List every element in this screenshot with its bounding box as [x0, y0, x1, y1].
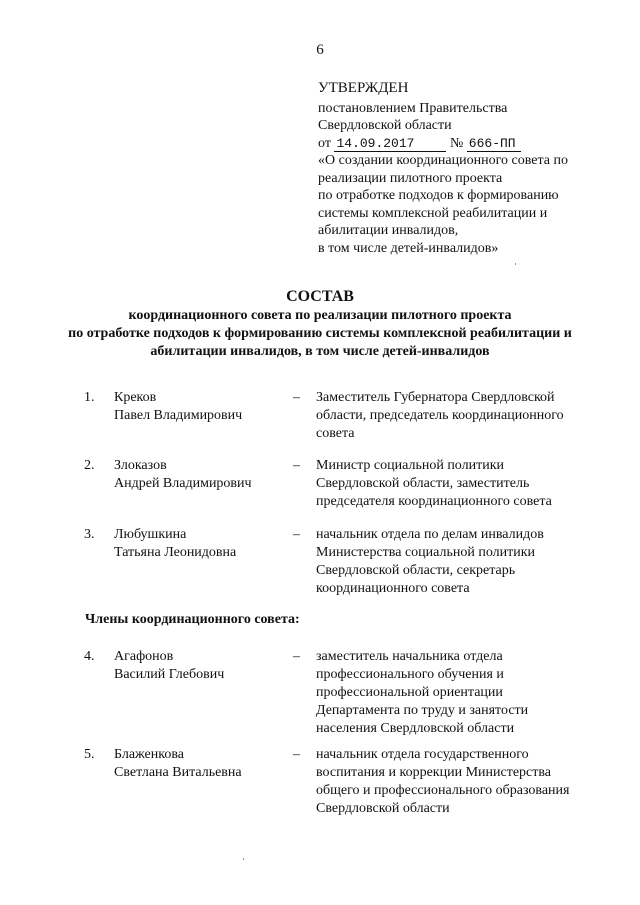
member-surname: Агафонов	[114, 649, 174, 664]
member-name	[114, 648, 284, 684]
member-surname: Креков	[114, 390, 157, 405]
member-dash: –	[293, 747, 300, 762]
member-number: 3.	[84, 527, 95, 542]
position-line: населения Свердловской области	[316, 721, 515, 736]
member-name	[114, 389, 284, 425]
scan-speck	[243, 858, 244, 860]
member-surname: Злоказов	[114, 458, 167, 473]
member-dash: –	[293, 390, 300, 405]
position-line: общего и профессионального образования	[316, 783, 570, 798]
document-heading	[0, 287, 640, 361]
member-name	[114, 746, 284, 782]
member-given-names: Татьяна Леонидовна	[114, 545, 237, 560]
approval-line-2: Свердловской области	[318, 118, 452, 133]
heading-subtitle-line: абилитации инвалидов, в том числе детей-инвалидов	[150, 344, 490, 359]
position-line: Министр социальной политики	[316, 458, 505, 473]
approval-number: 666-ПП	[467, 137, 521, 152]
position-line: Свердловской области	[316, 801, 450, 816]
position-line: начальник отдела государственного	[316, 747, 529, 762]
approval-title-line: «О создании координационного совета по	[318, 153, 568, 168]
member-number: 1.	[84, 390, 95, 405]
member-dash: –	[293, 527, 300, 542]
member-given-names: Павел Владимирович	[114, 408, 243, 423]
member-given-names: Василий Глебович	[114, 667, 225, 682]
heading-subtitle-line: по отработке подходов к формированию системы комплексной реабилитации и	[68, 326, 572, 341]
member-number: 2.	[84, 458, 95, 473]
member-dash: –	[293, 649, 300, 664]
scan-speck	[515, 263, 516, 265]
approval-date-line	[318, 135, 628, 153]
position-line: профессиональной ориентации	[316, 685, 503, 700]
approval-block	[318, 80, 628, 257]
member-position	[316, 457, 606, 511]
member-number: 4.	[84, 649, 95, 664]
member-position	[316, 389, 606, 443]
members-heading: Члены координационного совета:	[85, 612, 300, 627]
position-line: координационного совета	[316, 581, 470, 596]
position-line: заместитель начальника отдела	[316, 649, 503, 664]
approval-title-line: системы комплексной реабилитации и	[318, 205, 548, 221]
heading-title: СОСТАВ	[286, 288, 354, 305]
position-line: Свердловской области, секретарь	[316, 563, 516, 578]
number-prefix: №	[449, 135, 464, 151]
member-name	[114, 526, 284, 562]
member-surname: Блаженкова	[114, 747, 184, 762]
approval-title-line: по отработке подходов к формированию	[318, 188, 559, 203]
heading-subtitle-line: координационного совета по реализации пилотного проекта	[128, 308, 512, 323]
position-line: Свердловской области, заместитель	[316, 476, 530, 491]
approval-date: 14.09.2017	[334, 137, 446, 152]
member-dash: –	[293, 458, 300, 473]
position-line: начальник отдела по делам инвалидов	[316, 527, 544, 542]
member-number: 5.	[84, 747, 95, 762]
position-line: Департамента по труду и занятости	[316, 703, 529, 718]
approval-title-line: абилитации инвалидов,	[318, 223, 459, 238]
position-line: воспитания и коррекции Министерства	[316, 765, 552, 780]
position-line: председателя координационного совета	[316, 494, 552, 509]
member-given-names: Андрей Владимирович	[114, 476, 252, 491]
approval-title-line: реализации пилотного проекта	[318, 170, 503, 186]
approval-line-1: постановлением Правительства	[318, 100, 508, 116]
position-line: профессионального обучения и	[316, 667, 504, 682]
position-line: совета	[316, 426, 355, 441]
member-given-names: Светлана Витальевна	[114, 765, 242, 780]
member-surname: Любушкина	[114, 527, 187, 542]
member-name	[114, 457, 284, 493]
approval-title-line: в том числе детей-инвалидов»	[318, 240, 499, 256]
page-number: 6	[316, 42, 324, 58]
member-position	[316, 526, 606, 598]
member-position	[316, 746, 606, 818]
approved-label: УТВЕРЖДЕН	[318, 80, 409, 96]
date-prefix: от	[318, 135, 331, 151]
member-position	[316, 648, 606, 738]
position-line: Заместитель Губернатора Свердловской	[316, 390, 555, 405]
position-line: области, председатель координационного	[316, 408, 564, 423]
position-line: Министерства социальной политики	[316, 545, 536, 560]
